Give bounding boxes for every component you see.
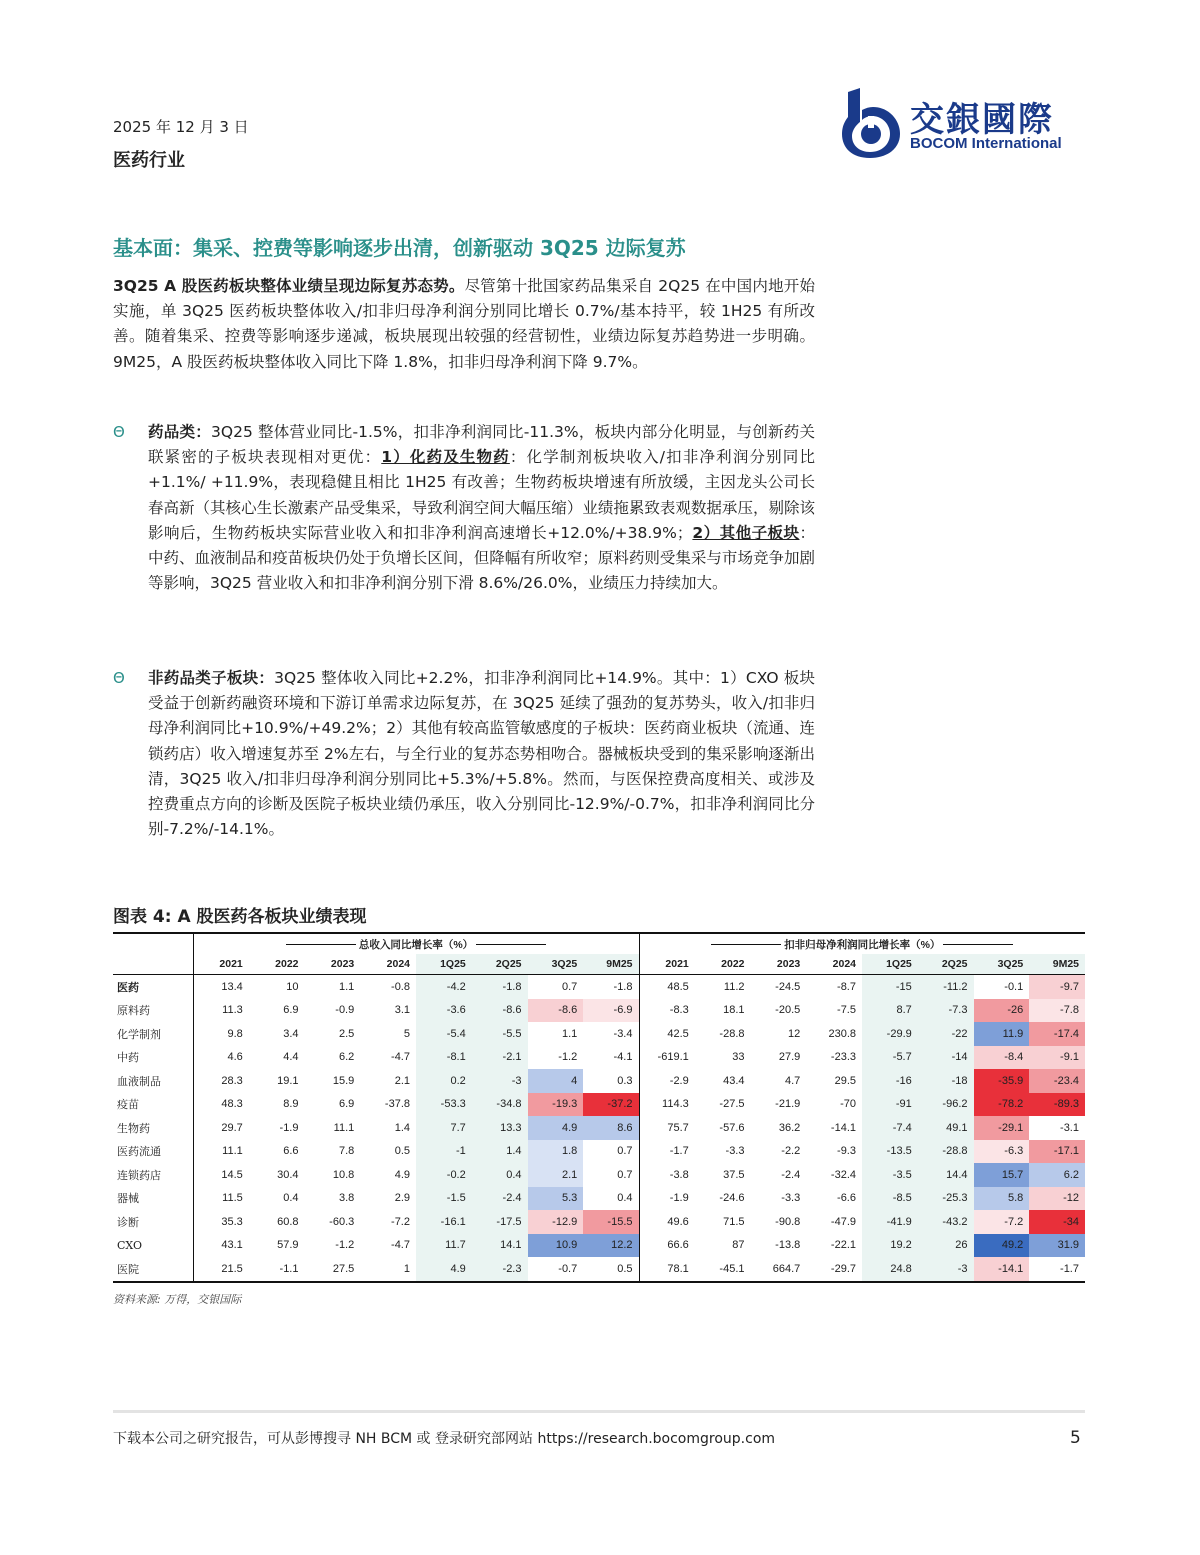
- table-cell: -1: [416, 1140, 472, 1164]
- table-cell: 78.1: [639, 1257, 695, 1282]
- table-cell: -29.9: [862, 1022, 918, 1046]
- table-cell: 37.5: [723, 1168, 745, 1181]
- table-cell: 4.9: [394, 1168, 410, 1181]
- table-row: [113, 1210, 1085, 1234]
- row-label-header: [113, 954, 193, 975]
- column-header: 1Q25: [416, 954, 472, 975]
- table-cell: -3.5: [862, 1163, 918, 1187]
- table-cell: -17.5: [472, 1210, 528, 1234]
- table-cell: -1.2: [528, 1046, 584, 1070]
- table-row: [113, 999, 1085, 1023]
- table-cell: -1.1: [279, 1262, 299, 1275]
- table-cell: -8.6: [472, 999, 528, 1023]
- table-cell: -90.8: [775, 1215, 801, 1228]
- table-cell: 230.8: [828, 1027, 856, 1040]
- table-cell: 30.4: [277, 1168, 299, 1181]
- table-cell: 11.1: [333, 1121, 355, 1134]
- table-cell: -6.9: [583, 999, 639, 1023]
- report-date: 2025 年 12 月 3 日: [113, 118, 249, 136]
- bullet-icon: Θ: [113, 423, 125, 441]
- table-cell: -28.8: [918, 1140, 974, 1164]
- table-cell: 0.4: [283, 1192, 299, 1205]
- table-cell: -28.8: [719, 1027, 745, 1040]
- table-cell: -22.1: [830, 1239, 856, 1252]
- table-cell: -3.8: [639, 1163, 695, 1187]
- table-cell: 1.4: [472, 1140, 528, 1164]
- table-cell: 14.5: [221, 1168, 243, 1181]
- table-cell: -4.7: [391, 1239, 410, 1252]
- table-cell: -23.3: [830, 1051, 856, 1064]
- row-label: CXO: [113, 1234, 193, 1258]
- column-header: 3Q25: [528, 954, 584, 975]
- table-cell: 6.2: [338, 1051, 355, 1064]
- table-cell: -7.5: [837, 1004, 856, 1017]
- table-cell: 7.8: [338, 1145, 355, 1158]
- table-cell: -3.6: [416, 999, 472, 1023]
- table-cell: -0.2: [416, 1163, 472, 1187]
- table-cell: 57.9: [277, 1239, 299, 1252]
- table-cell: 26: [918, 1234, 974, 1258]
- table-cell: -15: [862, 975, 918, 999]
- table-cell: 6.2: [1029, 1163, 1085, 1187]
- table-cell: -89.3: [1029, 1093, 1085, 1117]
- bullet-lead: 药品类：: [148, 423, 212, 441]
- logo-english-text: BOCOM International: [910, 135, 1062, 152]
- table-cell: -2.4: [781, 1168, 801, 1181]
- table-cell: 48.5: [639, 975, 695, 999]
- table-cell: -7.8: [1029, 999, 1085, 1023]
- row-label: 疫苗: [113, 1093, 193, 1117]
- table-cell: -41.9: [862, 1210, 918, 1234]
- table-cell: 1.1: [338, 980, 355, 993]
- table-cell: -7.3: [918, 999, 974, 1023]
- table-cell: 1.4: [394, 1121, 410, 1134]
- table-cell: 29.5: [834, 1074, 856, 1087]
- performance-table: [113, 932, 1085, 1283]
- table-cell: -21.9: [775, 1098, 801, 1111]
- column-header: 2021: [639, 954, 695, 975]
- table-cell: -5.4: [416, 1022, 472, 1046]
- table-cell: 27.5: [332, 1262, 355, 1275]
- table-cell: 114.3: [639, 1093, 695, 1117]
- table-cell: -96.2: [918, 1093, 974, 1117]
- table-cell: -2.4: [472, 1187, 528, 1211]
- bullet-text: ：中药、血液制品和疫苗板块仍处于负增长区间，但降幅有所收窄；原料药则受集采与市场竞争加剧等影响，3Q25 营业收入和扣非净利润分别下滑 8.6%/26.0%，业绩压力持续加大。: [148, 523, 815, 593]
- table-cell: -2.1: [472, 1046, 528, 1070]
- table-cell: -32.4: [830, 1168, 856, 1181]
- bullet-text: ：化学制剂板块收入/扣非净利润分别同比+1.1%/ +11.9%，表现稳健且相比 1H25 有改善；生物药板块增速有所放缓，主因龙头公司长春高新（其核心生长激素产品受集采，导致利润空间大幅压缩）业绩拖累致表观数据承压，剔除该影响后，生物药板块实际营业收入和扣非净利润高速增长+12.0%/+38.9%；: [148, 448, 815, 542]
- group-header-profit-label: 扣非归母净利润同比增长率（%）: [784, 938, 941, 951]
- table-cell: -70: [840, 1098, 856, 1111]
- table-row: [113, 1093, 1085, 1117]
- column-header: 2021: [219, 958, 243, 970]
- table-cell: 49.6: [639, 1210, 695, 1234]
- bullet-text: 3Q25 整体收入同比+2.2%，扣非净利润同比+14.9%。其中：1）CXO 板块受益于创新药融资环境和下游订单需求边际复苏，在 3Q25 延续了强劲的复苏势头，收入/扣非归母净利润同比+10.9%/+49.2%；2）其他有较高监管敏感度的子板块：医药商业板块（流通、连锁药店）收入增速复苏至 2%左右，与全行业的复苏态势相吻合。器械板块受到的集采影响逐渐出清，3Q25 收入/扣非归母净利润分别同比+5.3%/+5.8%。然而，与医保控费高度相关、或涉及控费重点方向的诊断及医院子板块业绩仍承压，收入分别同比-12.9%/-0.7%，扣非净利润同比分别-7.2%/-14.1%。: [148, 669, 815, 839]
- table-cell: -1.8: [583, 975, 639, 999]
- column-header: 2022: [275, 958, 299, 970]
- table-cell: -18: [918, 1069, 974, 1093]
- row-label: 生物药: [113, 1116, 193, 1140]
- table-cell: -1.7: [1029, 1257, 1085, 1282]
- table-cell: -17.4: [1029, 1022, 1085, 1046]
- table-cell: -22: [918, 1022, 974, 1046]
- table-cell: 48.3: [221, 1098, 243, 1111]
- table-cell: -16.1: [416, 1210, 472, 1234]
- row-label: 医院: [113, 1257, 193, 1282]
- table-cell: -7.4: [862, 1116, 918, 1140]
- column-header: 2023: [776, 958, 801, 970]
- table-cell: -37.8: [384, 1098, 410, 1111]
- table-cell: 5.3: [528, 1187, 584, 1211]
- table-cell: -3: [472, 1069, 528, 1093]
- table-cell: 0.7: [583, 1140, 639, 1164]
- table-cell: 0.2: [416, 1069, 472, 1093]
- table-cell: -9.1: [1029, 1046, 1085, 1070]
- table-cell: -5.5: [472, 1022, 528, 1046]
- table-cell: -9.3: [837, 1145, 856, 1158]
- table-cell: -47.9: [830, 1215, 856, 1228]
- page-number: 5: [1070, 1428, 1081, 1448]
- table-cell: 4.6: [227, 1051, 243, 1064]
- table-cell: 4.9: [416, 1257, 472, 1282]
- bullet-subhead: 1）化药及生物药: [381, 448, 510, 467]
- table-cell: -60.3: [329, 1215, 355, 1228]
- table-cell: 13.3: [472, 1116, 528, 1140]
- table-cell: -3: [918, 1257, 974, 1282]
- intro-lead: 3Q25 A 股医药板块整体业绩呈现边际复苏态势。: [113, 277, 465, 295]
- table-row: [113, 1069, 1085, 1093]
- table-cell: -17.1: [1029, 1140, 1085, 1164]
- table-cell: 11.3: [222, 1004, 243, 1017]
- table-cell: 19.1: [277, 1074, 299, 1087]
- table-cell: -14: [918, 1046, 974, 1070]
- table-cell: -9.7: [1029, 975, 1085, 999]
- table-cell: 9.8: [227, 1027, 243, 1040]
- footer-divider: [113, 1410, 1085, 1413]
- table-cell: 29.7: [221, 1121, 243, 1134]
- table-cell: 6.9: [283, 1004, 299, 1017]
- table-row: [113, 1234, 1085, 1258]
- table-cell: 3.4: [283, 1027, 299, 1040]
- column-header: 2Q25: [918, 954, 974, 975]
- table-cell: 21.5: [221, 1262, 243, 1275]
- table-cell: -0.1: [974, 975, 1030, 999]
- bullet-icon: Θ: [113, 669, 125, 687]
- table-cell: 60.8: [277, 1215, 299, 1228]
- table-cell: -12: [1029, 1187, 1085, 1211]
- row-label: 医药: [113, 975, 193, 999]
- table-cell: 4.7: [784, 1074, 801, 1087]
- table-cell: 49.1: [918, 1116, 974, 1140]
- table-cell: -2.2: [781, 1145, 801, 1158]
- table-cell: -34.8: [472, 1093, 528, 1117]
- table-cell: -619.1: [639, 1046, 695, 1070]
- row-label: 原料药: [113, 999, 193, 1023]
- intro-body: 尽管第十批国家药品集采自 2Q25 在中国内地开始实施，单 3Q25 医药板块整体收入/扣非归母净利润分别同比增长 0.7%/基本持平，较 1H25 有所改善。随着集采、控费等影响逐步递减，板块展现出较强的经营韧性，业绩边际复苏趋势进一步明确。9M25，A 股医药板块整体收入同比下降 1.8%，扣非归母净利润下降 9.7%。: [113, 277, 815, 371]
- table-cell: -11.2: [918, 975, 974, 999]
- table-cell: -3.4: [583, 1022, 639, 1046]
- table-cell: 8.6: [583, 1116, 639, 1140]
- table-cell: 10.9: [528, 1234, 584, 1258]
- table-cell: -4.7: [391, 1051, 410, 1064]
- table-row: [113, 1116, 1085, 1140]
- table-cell: 66.6: [639, 1234, 695, 1258]
- table-cell: 19.2: [862, 1234, 918, 1258]
- table-cell: -13.8: [775, 1239, 801, 1252]
- table-cell: 2.5: [338, 1027, 355, 1040]
- table-cell: 0.5: [583, 1257, 639, 1282]
- table-cell: -8.4: [974, 1046, 1030, 1070]
- table-cell: 33: [732, 1051, 745, 1064]
- table-row: [113, 1163, 1085, 1187]
- table-cell: -1.2: [335, 1239, 355, 1252]
- table-cell: 4.4: [283, 1051, 299, 1064]
- table-cell: -7.2: [974, 1210, 1030, 1234]
- table-cell: -7.2: [391, 1215, 410, 1228]
- table-row: [113, 1022, 1085, 1046]
- table-cell: -1.5: [416, 1187, 472, 1211]
- table-cell: 3.1: [394, 1004, 410, 1017]
- table-cell: 11.1: [222, 1145, 243, 1158]
- column-header: 3Q25: [974, 954, 1030, 975]
- table-cell: -0.8: [391, 980, 410, 993]
- table-cell: -1.8: [472, 975, 528, 999]
- bocom-logo: [838, 88, 1088, 158]
- sector-title: 医药行业: [113, 150, 185, 171]
- source-note: 资料来源: 万得，交银国际: [113, 1293, 242, 1306]
- table-cell: 11.5: [222, 1192, 243, 1205]
- group-header-revenue: [193, 933, 639, 954]
- table-cell: -8.1: [416, 1046, 472, 1070]
- table-cell: 43.1: [221, 1239, 243, 1252]
- table-cell: 2.1: [394, 1074, 410, 1087]
- table-cell: 15.7: [974, 1163, 1030, 1187]
- table-cell: 12: [788, 1027, 801, 1040]
- table-cell: -1.7: [639, 1140, 695, 1164]
- column-header: 2022: [721, 958, 745, 970]
- table-cell: 15.9: [332, 1074, 355, 1087]
- table-cell: 1: [403, 1262, 410, 1275]
- table-cell: -6.6: [837, 1192, 856, 1205]
- table-cell: -34: [1029, 1210, 1085, 1234]
- table-cell: -2.3: [472, 1257, 528, 1282]
- table-cell: -27.5: [719, 1098, 745, 1111]
- table-cell: -4.1: [583, 1046, 639, 1070]
- table-cell: 42.5: [639, 1022, 695, 1046]
- table-cell: 8.7: [862, 999, 918, 1023]
- table-cell: -45.1: [719, 1262, 745, 1275]
- table-cell: 11.7: [416, 1234, 472, 1258]
- table-cell: -0.7: [528, 1257, 584, 1282]
- table-cell: -37.2: [583, 1093, 639, 1117]
- table-row: [113, 1187, 1085, 1211]
- table-cell: 6.6: [283, 1145, 299, 1158]
- table-cell: -2.9: [639, 1069, 695, 1093]
- table-cell: 0.3: [583, 1069, 639, 1093]
- table-cell: -29.1: [974, 1116, 1030, 1140]
- row-label: 血液制品: [113, 1069, 193, 1093]
- row-label: 化学制剂: [113, 1022, 193, 1046]
- intro-paragraph: [113, 274, 815, 375]
- row-label: 诊断: [113, 1210, 193, 1234]
- table-cell: 0.7: [583, 1163, 639, 1187]
- table-cell: -35.9: [974, 1069, 1030, 1093]
- table-cell: 2.1: [528, 1163, 584, 1187]
- table-cell: -57.6: [719, 1121, 745, 1134]
- column-header: 9M25: [583, 954, 639, 975]
- bullet-pharma: [113, 420, 815, 596]
- table-cell: -78.2: [974, 1093, 1030, 1117]
- table-cell: -1.9: [279, 1121, 299, 1134]
- table-cell: 28.3: [221, 1074, 243, 1087]
- table-cell: 1.8: [528, 1140, 584, 1164]
- table-row: [113, 975, 1085, 999]
- table-cell: 71.5: [723, 1215, 745, 1228]
- table-cell: -3.3: [725, 1145, 745, 1158]
- table-cell: 664.7: [772, 1262, 801, 1275]
- table-cell: 12.2: [583, 1234, 639, 1258]
- table-cell: 24.8: [862, 1257, 918, 1282]
- bullet-non-pharma: [113, 666, 815, 842]
- figure-title: 图表 4: A 股医药各板块业绩表现: [113, 907, 367, 927]
- table-cell: -14.1: [830, 1121, 856, 1134]
- table-cell: -16: [862, 1069, 918, 1093]
- table-cell: -19.3: [528, 1093, 584, 1117]
- table-cell: 7.7: [416, 1116, 472, 1140]
- table-cell: 13.4: [221, 980, 243, 993]
- table-cell: -13.5: [862, 1140, 918, 1164]
- column-header: 2Q25: [472, 954, 528, 975]
- table-cell: 4: [528, 1069, 584, 1093]
- table-cell: 36.2: [778, 1121, 801, 1134]
- table-cell: -15.5: [583, 1210, 639, 1234]
- table-cell: 18.1: [723, 1004, 745, 1017]
- row-label: 连锁药店: [113, 1163, 193, 1187]
- column-header: 2024: [832, 958, 856, 970]
- row-label: 医药流通: [113, 1140, 193, 1164]
- table-cell: 49.2: [974, 1234, 1030, 1258]
- table-cell: -29.7: [830, 1262, 856, 1275]
- table-cell: 31.9: [1029, 1234, 1085, 1258]
- group-header-profit: [639, 933, 1085, 954]
- table-cell: 0.4: [583, 1187, 639, 1211]
- table-cell: 2.9: [394, 1192, 410, 1205]
- table-cell: 14.4: [918, 1163, 974, 1187]
- table-cell: 0.7: [528, 975, 584, 999]
- table-cell: 11.9: [974, 1022, 1030, 1046]
- group-header-revenue-label: 总收入同比增长率（%）: [358, 938, 474, 951]
- table-cell: 27.9: [778, 1051, 801, 1064]
- row-label: 中药: [113, 1046, 193, 1070]
- table-cell: 10.8: [332, 1168, 355, 1181]
- table-cell: -1.9: [639, 1187, 695, 1211]
- table-cell: -8.6: [528, 999, 584, 1023]
- table-cell: 10: [286, 980, 299, 993]
- table-cell: -8.7: [837, 980, 856, 993]
- column-header: 9M25: [1029, 954, 1085, 975]
- table-cell: 5.8: [974, 1187, 1030, 1211]
- table-cell: 4.9: [528, 1116, 584, 1140]
- bocom-logo-icon: [838, 88, 902, 158]
- table-cell: -8.5: [862, 1187, 918, 1211]
- table-cell: -14.1: [974, 1257, 1030, 1282]
- table-cell: -91: [862, 1093, 918, 1117]
- table-cell: 14.1: [472, 1234, 528, 1258]
- table-row: [113, 1140, 1085, 1164]
- table-cell: -8.3: [639, 999, 695, 1023]
- table-cell: 0.4: [472, 1163, 528, 1187]
- table-cell: -26: [974, 999, 1030, 1023]
- table-cell: -25.3: [918, 1187, 974, 1211]
- table-cell: -3.3: [781, 1192, 801, 1205]
- table-cell: 8.9: [283, 1098, 299, 1111]
- table-cell: -12.9: [528, 1210, 584, 1234]
- table-cell: 75.7: [639, 1116, 695, 1140]
- table-cell: -53.3: [416, 1093, 472, 1117]
- table-row: [113, 1046, 1085, 1070]
- table-cell: 43.4: [723, 1074, 745, 1087]
- row-label: 器械: [113, 1187, 193, 1211]
- table-cell: -3.1: [1029, 1116, 1085, 1140]
- column-header: 2024: [386, 958, 410, 970]
- table-cell: 5: [403, 1027, 410, 1040]
- table-cell: -24.5: [775, 980, 801, 993]
- table-row: [113, 1257, 1085, 1282]
- column-header: 2023: [330, 958, 355, 970]
- section-title: 基本面：集采、控费等影响逐步出清，创新驱动 3Q25 边际复苏: [113, 236, 686, 260]
- table-cell: 35.3: [221, 1215, 243, 1228]
- column-header: 1Q25: [862, 954, 918, 975]
- table-cell: 6.9: [338, 1098, 355, 1111]
- table-cell: -20.5: [775, 1004, 801, 1017]
- table-cell: 0.5: [394, 1145, 410, 1158]
- footer-text: 下载本公司之研究报告，可从彭博搜寻 NH BCM 或 登录研究部网站 https://research.bocomgroup.com: [113, 1431, 776, 1447]
- table-cell: -5.7: [862, 1046, 918, 1070]
- table-cell: -4.2: [416, 975, 472, 999]
- table-cell: -24.6: [719, 1192, 745, 1205]
- table-cell: 1.1: [528, 1022, 584, 1046]
- bullet-text: 3Q25 整体营业同比-1.5%，扣非净利润同比-11.3%，板块内部分化明显，与创新药关联紧密的子板块表现相对更优：: [148, 423, 815, 467]
- table-cell: 11.2: [723, 980, 745, 993]
- logo-chinese-text: 交銀國際: [910, 100, 1054, 140]
- table-cell: -6.3: [974, 1140, 1030, 1164]
- table-cell: 87: [732, 1239, 745, 1252]
- table-cell: -23.4: [1029, 1069, 1085, 1093]
- table-cell: -0.9: [335, 1004, 355, 1017]
- bullet-subhead: 2）其他子板块: [692, 523, 800, 542]
- bullet-lead: 非药品类子板块：: [148, 669, 275, 687]
- table-cell: 3.8: [338, 1192, 355, 1205]
- table-cell: -43.2: [918, 1210, 974, 1234]
